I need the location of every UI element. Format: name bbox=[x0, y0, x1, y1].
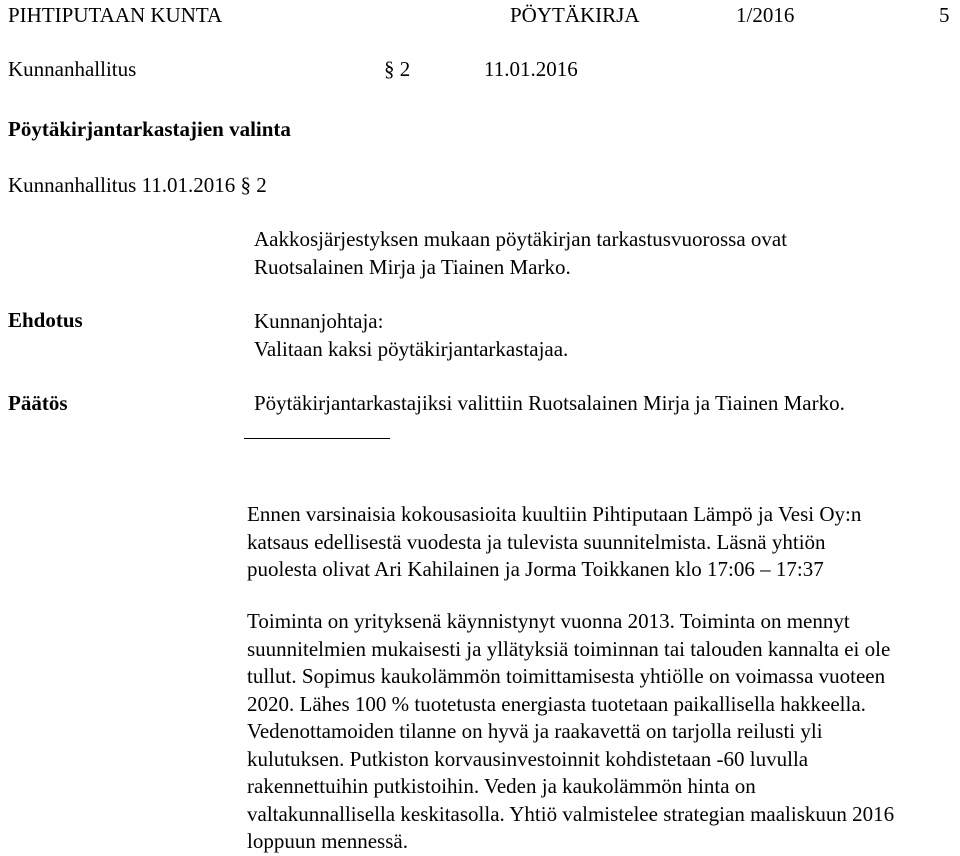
presentation-line: katsaus edellisestä vuodesta ja tulevista suunnitelmista. Läsnä yhtiön bbox=[247, 529, 826, 554]
summary-line: tullut. Sopimus kaukolämmön toimittamisesta yhtiölle on voimassa vuoteen bbox=[247, 664, 886, 688]
document-type: PÖYTÄKIRJA bbox=[510, 3, 640, 27]
summary-paragraph bbox=[247, 608, 894, 856]
meeting-date: 11.01.2016 bbox=[484, 57, 578, 81]
page-number: 5 bbox=[939, 3, 950, 27]
board-name: Kunnanhallitus bbox=[8, 57, 137, 81]
intro-line: Aakkosjärjestyksen mukaan pöytäkirjan tarkastusvuorossa ovat bbox=[254, 227, 788, 251]
separator-line bbox=[244, 438, 390, 439]
summary-line: valtakunnallisella keskitasolla. Yhtiö valmistelee strategian maaliskuun 2016 bbox=[247, 801, 895, 826]
decision-text: Pöytäkirjantarkastajiksi valittiin Ruotsalainen Mirja ja Tiainen Marko. bbox=[254, 391, 845, 415]
summary-line: rakennettuihin putkistoihin. Veden ja kaukolämmön hinta on bbox=[247, 774, 756, 798]
intro-line: Ruotsalainen Mirja ja Tiainen Marko. bbox=[254, 255, 571, 279]
intro-paragraph bbox=[254, 225, 787, 281]
summary-line: Toiminta on yrityksenä käynnistynyt vuonna 2013. Toiminta on mennyt bbox=[247, 609, 850, 633]
summary-line: loppuun mennessä. bbox=[247, 829, 408, 853]
proposal-paragraph bbox=[254, 307, 568, 363]
municipality-name: PIHTIPUTAAN KUNTA bbox=[8, 3, 223, 27]
presentation-line: puolesta olivat Ari Kahilainen ja Jorma Toikkanen klo 17:06 – 17:37 bbox=[247, 557, 824, 581]
proposal-label: Ehdotus bbox=[8, 308, 83, 332]
proposal-line: Valitaan kaksi pöytäkirjantarkastajaa. bbox=[254, 337, 569, 361]
item-title: Pöytäkirjantarkastajien valinta bbox=[8, 117, 291, 141]
item-reference: Kunnanhallitus 11.01.2016 § 2 bbox=[8, 173, 267, 197]
presentation-paragraph bbox=[247, 501, 861, 584]
presentation-line: Ennen varsinaisia kokousasioita kuultiin Pihtiputaan Lämpö ja Vesi Oy:n bbox=[247, 502, 862, 526]
summary-line: kulutuksen. Putkiston korvausinvestoinnit kohdistetaan -60 luvulla bbox=[247, 746, 809, 771]
proposal-line: Kunnanjohtaja: bbox=[254, 309, 384, 333]
section-number: § 2 bbox=[384, 57, 411, 81]
summary-line: suunnitelmien mukaisesti ja yllätyksiä toiminnan tai talouden kannalta ei ole bbox=[247, 636, 891, 661]
document-number: 1/2016 bbox=[736, 3, 795, 27]
summary-line: 2020. Lähes 100 % tuotetusta energiasta tuotetaan paikallisella hakkeella. bbox=[247, 691, 866, 716]
decision-label: Päätös bbox=[8, 391, 68, 415]
summary-line: Vedenottamoiden tilanne on hyvä ja raakavettä on tarjolla reilusti yli bbox=[247, 719, 823, 743]
